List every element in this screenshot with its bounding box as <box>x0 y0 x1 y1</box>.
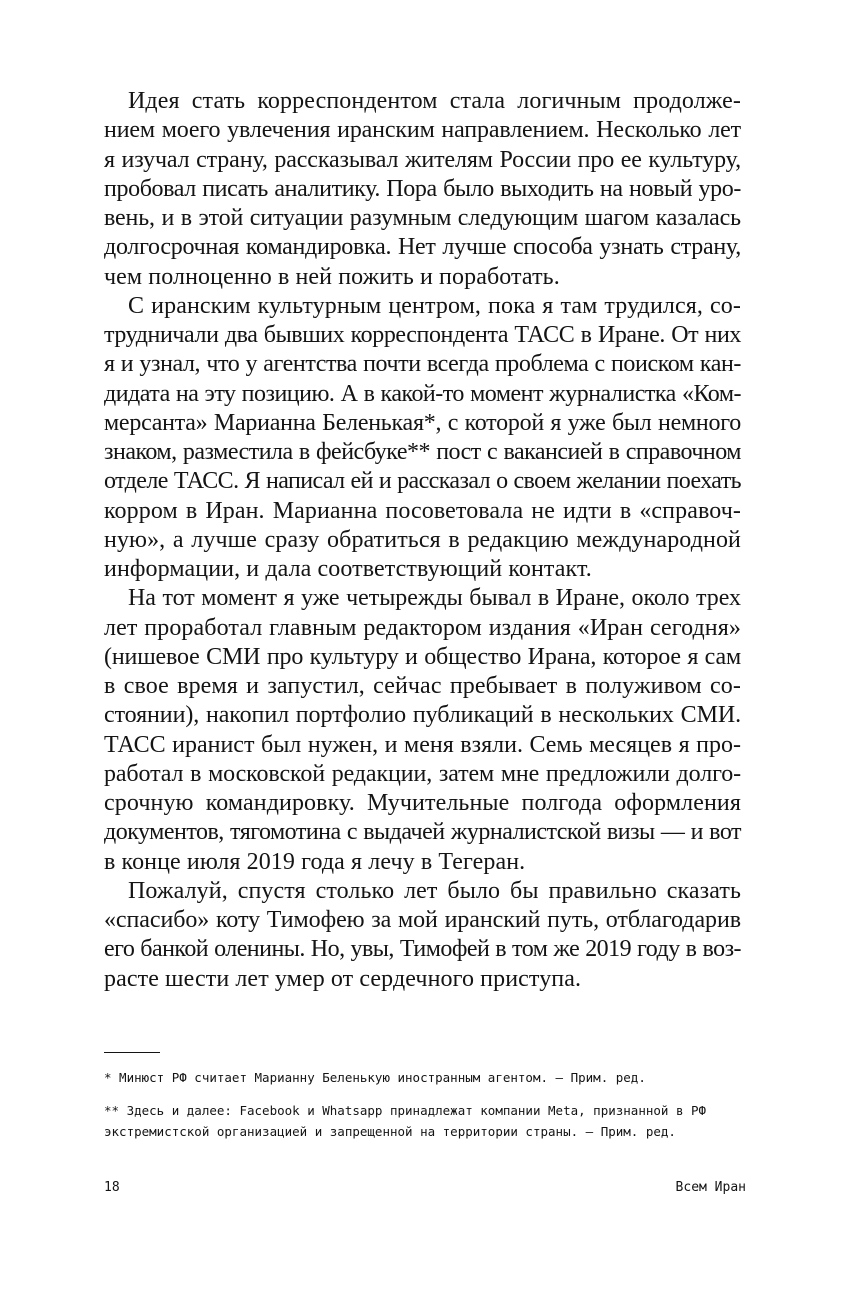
text-line: отделе ТАСС. Я написал ей и рассказал о своем желании поехать <box>104 468 741 495</box>
paragraph <box>104 87 741 292</box>
main-text <box>104 87 741 994</box>
footnote-spacer <box>104 1088 704 1100</box>
text-line: С иранским культурным центром, пока я там трудился, со- <box>128 292 741 319</box>
paragraph <box>104 584 741 877</box>
running-title: Всем Иран <box>675 1180 746 1195</box>
text-line: в конце июля 2019 года я лечу в Тегеран. <box>104 848 526 875</box>
footnote-divider <box>104 1052 160 1053</box>
text-line: трудничали два бывших корреспондента ТАСС в Иране. От них <box>104 322 741 348</box>
paragraph <box>104 877 741 994</box>
text-line: дидата на эту позицию. А в какой-то момент журналистка «Ком- <box>104 380 741 407</box>
page-number: 18 <box>104 1180 120 1195</box>
text-line: корром в Иран. Марианна посоветовала не идти в «справоч- <box>104 497 741 524</box>
text-line: я и узнал, что у агентства почти всегда проблема с поиском кан- <box>104 351 741 378</box>
text-line: работал в московской редакции, затем мне предложили долго- <box>104 760 741 787</box>
text-line: расте шести лет умер от сердечного приступа. <box>104 965 582 992</box>
text-line: срочную командировку. Мучительные полгода оформления <box>104 790 741 816</box>
text-line: ную», а лучше сразу обратиться в редакцию международной <box>104 526 741 553</box>
text-line: стоянии), накопил портфолио публикаций в нескольких СМИ. <box>104 702 741 729</box>
text-line: «спасибо» коту Тимофею за мой иранский путь, отблагодарив <box>104 907 741 933</box>
paragraph <box>104 292 741 585</box>
text-line: ТАСС иранист был нужен, и меня взяли. Семь месяцев я про- <box>104 731 741 758</box>
text-line: знаком, разместила в фейсбуке** пост с вакансией в справочном <box>104 439 741 465</box>
text-line: лет проработал главным редактором издания «Иран сегодня» <box>104 614 741 641</box>
text-line: Идея стать корреспондентом стала логичным продолже- <box>128 88 741 114</box>
text-line: долгосрочная командировка. Нет лучше способа узнать страну, <box>104 234 741 261</box>
text-line: (нишевое СМИ про культуру и общество Ирана, которое я сам <box>104 643 741 670</box>
text-line: Пожалуй, спустя столько лет было бы правильно сказать <box>128 877 741 904</box>
text-line: мерсанта» Марианна Беленькая*, с которой я уже был немного <box>104 409 741 436</box>
text-line: информации, и дала соответствующий контакт. <box>104 556 592 582</box>
text-line: в свое время и запустил, сейчас пребывает в полуживом со- <box>104 673 741 699</box>
text-line: чем полноценно в ней пожить и поработать. <box>104 263 560 290</box>
text-line: нием моего увлечения иранским направлением. Несколько лет <box>104 117 741 144</box>
footnote-1: * Минюст РФ считает Марианну Беленькую иностранным агентом. — Прим. ред. <box>104 1070 646 1085</box>
text-line: я изучал страну, рассказывал жителям России про ее культуру, <box>104 146 741 173</box>
footnote-2-line-1: ** Здесь и далее: Facebook и Whatsapp принадлежат компании Meta, признанной в РФ <box>104 1103 707 1118</box>
text-line: его банкой оленины. Но, увы, Тимофей в том же 2019 году в воз- <box>104 936 741 963</box>
text-line: вень, и в этой ситуации разумным следующим шагом казалась <box>104 205 741 231</box>
text-line: пробовал писать аналитику. Пора было выходить на новый уро- <box>104 175 741 202</box>
footnotes <box>104 1067 707 1142</box>
text-line: На тот момент я уже четырежды бывал в Иране, около трех <box>128 585 741 612</box>
text-line: документов, тягомотина с выдачей журналистской визы — и вот <box>104 819 741 846</box>
footnote-2-line-2: экстремистской организацией и запрещенной на территории страны. — Прим. ред. <box>104 1124 676 1139</box>
